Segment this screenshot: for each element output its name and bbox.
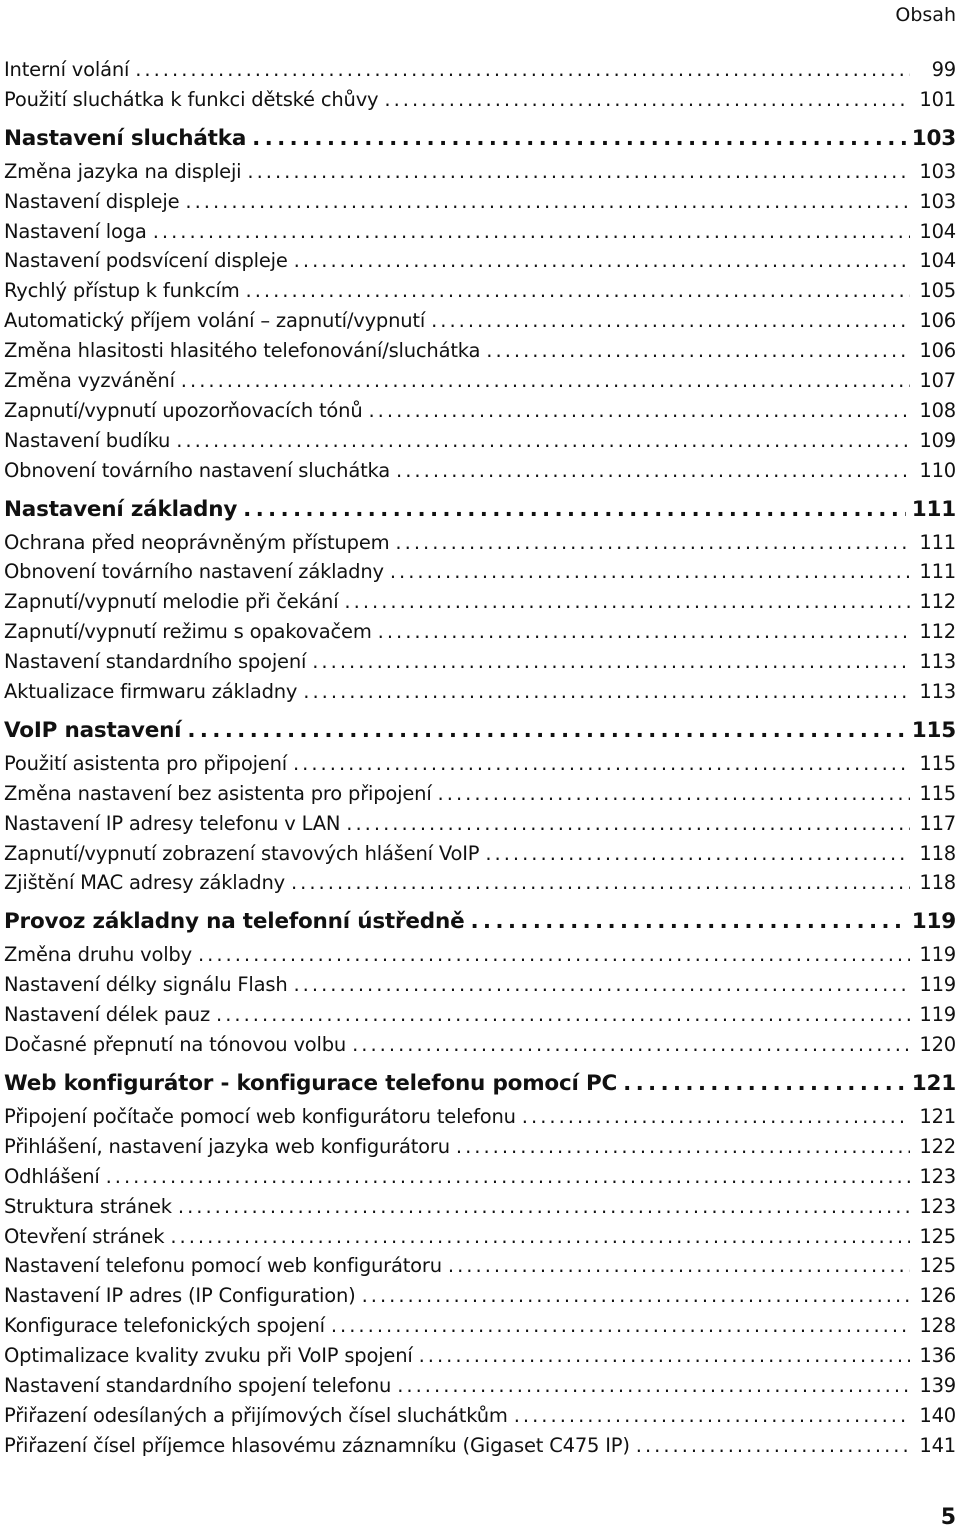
dot-leader — [623, 1071, 906, 1096]
toc-entry-page: 101 — [919, 87, 956, 111]
toc-entry[interactable] — [4, 190, 956, 220]
dot-leader — [312, 650, 910, 673]
toc-entry-page: 128 — [919, 1314, 956, 1338]
toc-entry[interactable] — [4, 309, 956, 339]
toc-entry-page: 125 — [919, 1224, 956, 1248]
toc-entry-title: Ochrana před neoprávněným přístupem — [4, 530, 390, 554]
toc-entry-title: Změna vyzvánění — [4, 369, 175, 393]
dot-leader — [331, 1314, 910, 1337]
toc-entry[interactable] — [4, 88, 956, 118]
toc-entry-page: 105 — [919, 279, 956, 303]
toc-entry-title: Struktura stránek — [4, 1194, 172, 1218]
toc-entry-title: Nastavení IP adres (IP Configuration) — [4, 1284, 356, 1308]
dot-leader — [486, 339, 910, 362]
toc-entry[interactable] — [4, 279, 956, 309]
toc-entry-page: 119 — [911, 909, 956, 935]
toc-entry[interactable] — [4, 339, 956, 369]
toc-entry-page: 99 — [931, 58, 956, 81]
toc-entry-title: Dočasné přepnutí na tónovou volbu — [4, 1033, 347, 1057]
toc-entry[interactable] — [4, 1254, 956, 1284]
dot-leader — [198, 943, 910, 966]
toc-entry-page: 113 — [919, 650, 956, 674]
toc-entry-page: 103 — [919, 189, 956, 213]
toc-entry[interactable] — [4, 1165, 956, 1195]
toc-entry-title: Změna druhu volby — [4, 943, 192, 967]
toc-entry-title: Otevření stránek — [4, 1224, 165, 1248]
dot-leader — [456, 1135, 910, 1158]
toc-entry-title: Připojení počítače pomocí web konfigurátoru telefonu — [4, 1104, 516, 1128]
toc-entry-title: Přiřazení čísel příjemce hlasovému záznamníku (Gigaset C475 IP) — [4, 1433, 630, 1457]
toc-entry[interactable] — [4, 842, 956, 872]
toc-entry-title: Zapnutí/vypnutí zobrazení stavových hlášení VoIP — [4, 841, 480, 865]
dot-leader — [294, 249, 910, 272]
toc-entry-page: 126 — [919, 1284, 956, 1308]
toc-entry-title: Nastavení délky signálu Flash — [4, 973, 288, 997]
toc-entry[interactable] — [4, 58, 956, 88]
dot-leader — [153, 220, 910, 243]
dot-leader — [303, 680, 910, 703]
toc-entry-title: Nastavení telefonu pomocí web konfigurátoru — [4, 1254, 442, 1278]
dot-leader — [378, 620, 910, 643]
toc-entry[interactable] — [4, 1135, 956, 1165]
toc-entry[interactable] — [4, 752, 956, 782]
toc-entry-page: 108 — [919, 398, 956, 422]
toc-entry[interactable] — [4, 459, 956, 489]
toc-entry[interactable] — [4, 220, 956, 250]
toc-entry-page: 123 — [919, 1194, 956, 1218]
toc-entry[interactable] — [4, 1404, 956, 1434]
toc-entry-title: Přihlášení, nastavení jazyka web konfigurátoru — [4, 1134, 450, 1158]
dot-leader — [247, 160, 910, 183]
toc-entry-page: 140 — [919, 1403, 956, 1427]
toc-entry-page: 122 — [919, 1134, 956, 1158]
dot-leader — [368, 399, 910, 422]
toc-entry-title: Zapnutí/vypnutí režimu s opakovačem — [4, 620, 372, 644]
toc-entry-page: 117 — [919, 811, 956, 835]
toc-entry[interactable] — [4, 160, 956, 190]
dot-leader — [106, 1165, 910, 1188]
dot-leader — [176, 429, 910, 452]
toc-entry[interactable] — [4, 1225, 956, 1255]
toc-entry-page: 139 — [919, 1373, 956, 1397]
toc-section[interactable] — [4, 126, 956, 160]
toc-section[interactable] — [4, 1071, 956, 1105]
dot-leader — [181, 369, 910, 392]
toc-entry-title: VoIP nastavení — [4, 717, 182, 743]
dot-leader — [344, 590, 910, 613]
toc-entry-title: Nastavení IP adresy telefonu v LAN — [4, 811, 341, 835]
dot-leader — [243, 497, 906, 522]
dot-leader — [185, 190, 910, 213]
toc-entry[interactable] — [4, 871, 956, 901]
dot-leader — [448, 1254, 910, 1277]
toc-entry[interactable] — [4, 1374, 956, 1404]
toc-entry-title: Obnovení továrního nastavení sluchátka — [4, 458, 391, 482]
toc-entry[interactable] — [4, 369, 956, 399]
running-header: Obsah — [895, 4, 956, 26]
toc-entry[interactable] — [4, 560, 956, 590]
toc-entry-page: 115 — [919, 781, 956, 805]
toc-section[interactable] — [4, 909, 956, 943]
dot-leader — [431, 309, 910, 332]
toc-entry-title: Rychlý přístup k funkcím — [4, 279, 240, 303]
toc-entry-title: Obnovení továrního nastavení základny — [4, 560, 384, 584]
toc-entry-title: Nastavení displeje — [4, 189, 180, 213]
toc-entry-page: 104 — [919, 219, 956, 243]
toc-entry-page: 104 — [919, 249, 956, 273]
toc-entry[interactable] — [4, 782, 956, 812]
dot-leader — [636, 1434, 910, 1457]
toc-entry-title: Zapnutí/vypnutí melodie při čekání — [4, 590, 339, 614]
toc-section[interactable] — [4, 718, 956, 752]
toc-entry-title: Nastavení podsvícení displeje — [4, 249, 288, 273]
dot-leader — [246, 279, 910, 302]
dot-leader — [293, 973, 910, 996]
toc-entry-page: 112 — [919, 620, 956, 644]
toc-entry-title: Aktualizace firmwaru základny — [4, 680, 298, 704]
toc-entry[interactable] — [4, 943, 956, 973]
toc-entry-title: Použití asistenta pro připojení — [4, 751, 287, 775]
toc-entry-title: Nastavení budíku — [4, 428, 171, 452]
toc-entry-title: Provoz základny na telefonní ústředně — [4, 909, 465, 935]
toc-entry-page: 121 — [919, 1104, 956, 1128]
toc-entry[interactable] — [4, 249, 956, 279]
toc-entry-page: 111 — [919, 530, 956, 554]
dot-leader — [419, 1344, 910, 1367]
dot-leader — [396, 459, 910, 482]
toc-entry-page: 115 — [919, 751, 956, 775]
toc-entry-title: Konfigurace telefonických spojení — [4, 1314, 325, 1338]
toc-entry[interactable] — [4, 812, 956, 842]
toc-entry-title: Přiřazení odesílaných a přijímových čísel sluchátkům — [4, 1403, 508, 1427]
toc-entry-page: 103 — [919, 159, 956, 183]
toc-entry-title: Změna hlasitosti hlasitého telefonování/sluchátka — [4, 339, 481, 363]
toc-entry[interactable] — [4, 650, 956, 680]
dot-leader — [384, 88, 910, 111]
toc-entry[interactable] — [4, 1105, 956, 1135]
toc-entry[interactable] — [4, 1344, 956, 1374]
toc-entry-title: Změna jazyka na displeji — [4, 159, 242, 183]
toc-entry-page: 110 — [919, 458, 956, 482]
toc-entry-page: 109 — [919, 428, 956, 452]
toc-entry-title: Zjištění MAC adresy základny — [4, 871, 285, 895]
dot-leader — [514, 1404, 910, 1427]
toc-entry-page: 112 — [919, 590, 956, 614]
dot-leader — [216, 1003, 910, 1026]
toc-entry[interactable] — [4, 1314, 956, 1344]
toc-entry[interactable] — [4, 1284, 956, 1314]
toc-entry-page: 107 — [919, 369, 956, 393]
page-number: 5 — [940, 1505, 956, 1530]
dot-leader — [390, 560, 910, 583]
dot-leader — [397, 1374, 910, 1397]
toc-entry[interactable] — [4, 973, 956, 1003]
toc-entry-title: Nastavení délek pauz — [4, 1003, 211, 1027]
toc-entry-title: Zapnutí/vypnutí upozorňovacích tónů — [4, 398, 363, 422]
table-of-contents — [4, 58, 956, 1464]
toc-entry-title: Nastavení standardního spojení telefonu — [4, 1373, 392, 1397]
toc-entry-page: 115 — [911, 717, 956, 743]
toc-entry-page: 103 — [911, 125, 956, 151]
toc-entry-title: Použití sluchátka k funkci dětské chůvy — [4, 87, 379, 111]
toc-entry-title: Nastavení standardního spojení — [4, 650, 307, 674]
toc-entry-title: Nastavení loga — [4, 219, 147, 243]
dot-leader — [346, 812, 910, 835]
toc-entry[interactable] — [4, 1033, 956, 1063]
toc-entry[interactable] — [4, 680, 956, 710]
dot-leader — [352, 1033, 910, 1056]
toc-entry-page: 123 — [919, 1164, 956, 1188]
toc-entry[interactable] — [4, 590, 956, 620]
toc-entry[interactable] — [4, 531, 956, 561]
dot-leader — [293, 752, 910, 775]
dot-leader — [178, 1195, 910, 1218]
toc-entry-page: 136 — [919, 1344, 956, 1368]
dot-leader — [362, 1284, 910, 1307]
toc-entry-title: Optimalizace kvality zvuku při VoIP spojení — [4, 1344, 413, 1368]
toc-entry[interactable] — [4, 399, 956, 429]
dot-leader — [438, 782, 910, 805]
dot-leader — [395, 531, 910, 554]
toc-entry-page: 120 — [919, 1033, 956, 1057]
toc-entry[interactable] — [4, 1434, 956, 1464]
toc-section[interactable] — [4, 497, 956, 531]
toc-entry-title: Změna nastavení bez asistenta pro připojení — [4, 781, 432, 805]
toc-entry-page: 106 — [919, 309, 956, 333]
toc-entry-page: 111 — [911, 496, 956, 522]
toc-entry-page: 121 — [911, 1070, 956, 1096]
toc-entry[interactable] — [4, 429, 956, 459]
toc-entry-page: 119 — [919, 973, 956, 997]
toc-entry-title: Odhlášení — [4, 1164, 100, 1188]
dot-leader — [470, 909, 905, 934]
toc-entry[interactable] — [4, 1003, 956, 1033]
toc-entry-title: Automatický příjem volání – zapnutí/vypnutí — [4, 309, 426, 333]
toc-entry[interactable] — [4, 620, 956, 650]
toc-entry-title: Nastavení základny — [4, 496, 238, 522]
toc-entry-page: 118 — [919, 841, 956, 865]
toc-entry-title: Nastavení sluchátka — [4, 125, 247, 151]
toc-entry-page: 125 — [919, 1254, 956, 1278]
toc-entry-title: Web konfigurátor - konfigurace telefonu pomocí PC — [4, 1070, 618, 1096]
dot-leader — [485, 842, 910, 865]
dot-leader — [291, 871, 910, 894]
toc-entry-page: 111 — [919, 560, 956, 584]
toc-entry-page: 141 — [919, 1433, 956, 1457]
toc-entry-page: 118 — [919, 871, 956, 895]
dot-leader — [252, 126, 906, 151]
dot-leader — [187, 718, 905, 743]
toc-entry-page: 119 — [919, 943, 956, 967]
dot-leader — [170, 1225, 910, 1248]
dot-leader — [522, 1105, 910, 1128]
toc-entry-title: Interní volání — [4, 58, 130, 81]
toc-entry[interactable] — [4, 1195, 956, 1225]
toc-entry-page: 113 — [919, 680, 956, 704]
toc-entry-page: 106 — [919, 339, 956, 363]
toc-entry-page: 119 — [919, 1003, 956, 1027]
dot-leader — [135, 58, 910, 81]
